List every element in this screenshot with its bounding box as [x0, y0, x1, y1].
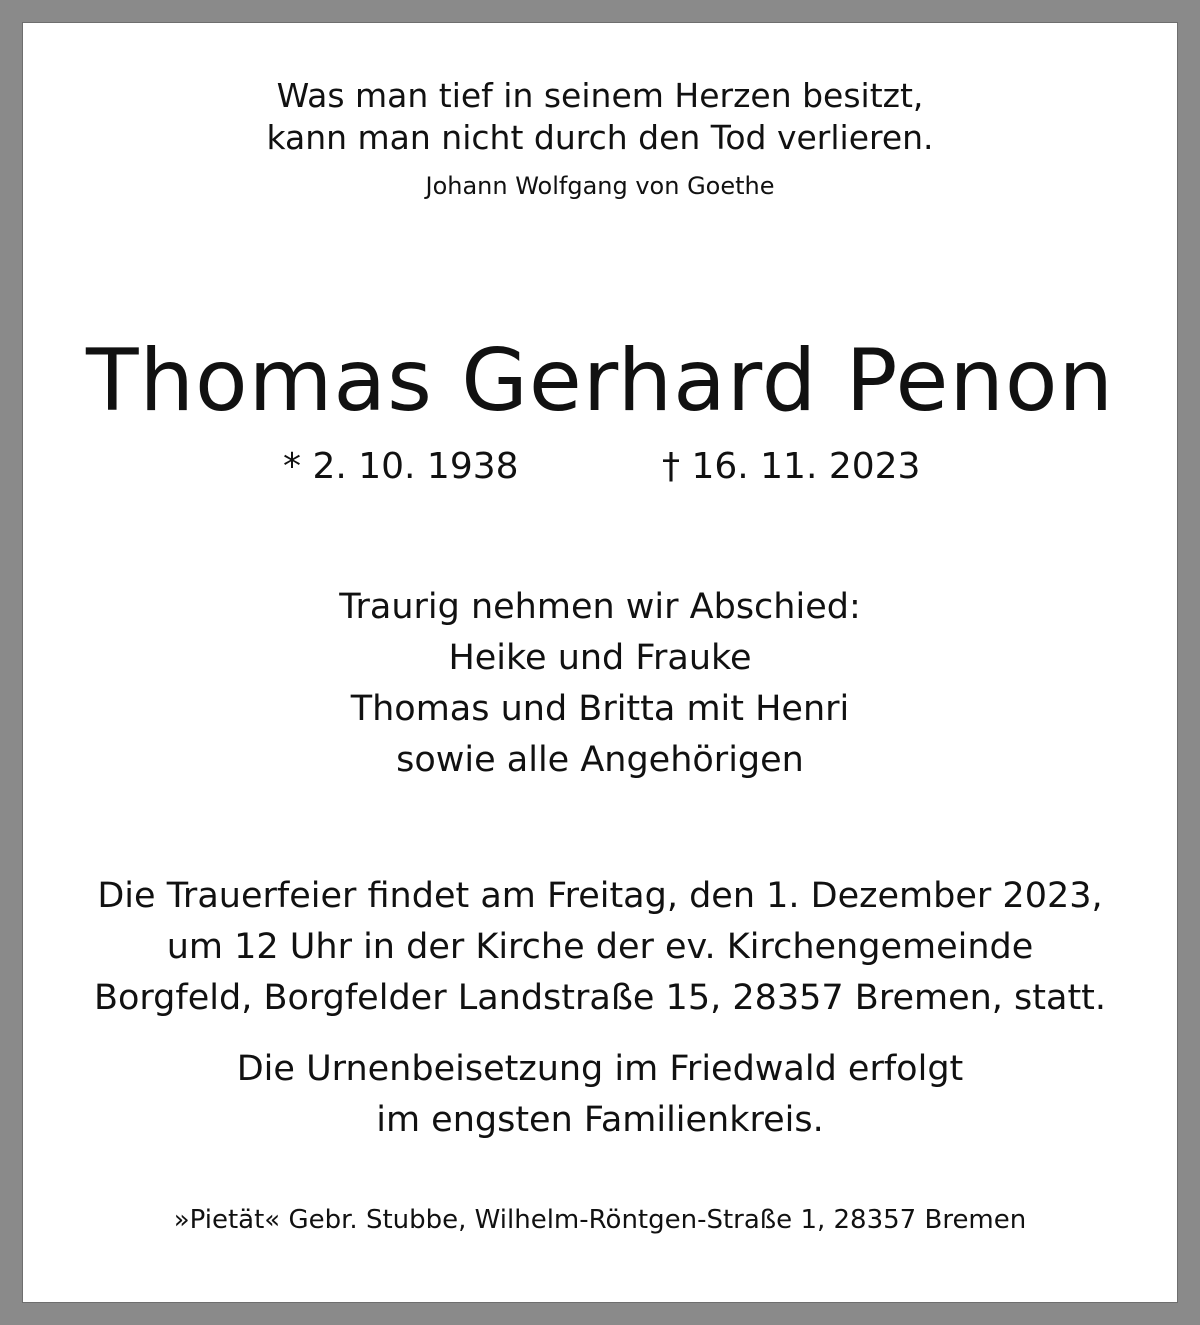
- deceased-name: Thomas Gerhard Penon: [86, 331, 1114, 431]
- service-line-3: Borgfeld, Borgfelder Landstraße 15, 28357 Bremen, statt.: [93, 978, 1107, 1018]
- mourners-name: Heike und Frauke: [448, 638, 752, 678]
- quote-author: Johann Wolfgang von Goethe: [425, 172, 775, 200]
- birth-date: * 2. 10. 1938: [283, 446, 519, 487]
- mourners-intro: Traurig nehmen wir Abschied:: [339, 587, 861, 627]
- burial-line-1: Die Urnenbeisetzung im Friedwald erfolgt: [236, 1049, 964, 1089]
- service-line-2: um 12 Uhr in der Kirche der ev. Kirchengemeinde: [166, 927, 1034, 967]
- service-line-1: Die Trauerfeier findet am Freitag, den 1. Dezember 2023,: [97, 876, 1103, 916]
- burial-line-2: im engsten Familienkreis.: [376, 1100, 824, 1140]
- quote-line-2: kann man nicht durch den Tod verlieren.: [266, 118, 934, 157]
- death-date: † 16. 11. 2023: [662, 446, 921, 487]
- mourners-name: Thomas und Britta mit Henri: [350, 689, 850, 729]
- quote-line-1: Was man tief in seinem Herzen besitzt,: [276, 76, 924, 115]
- mourners-name: sowie alle Angehörigen: [396, 740, 804, 780]
- undertaker-info: »Pietät« Gebr. Stubbe, Wilhelm-Röntgen-Straße 1, 28357 Bremen: [173, 1205, 1027, 1235]
